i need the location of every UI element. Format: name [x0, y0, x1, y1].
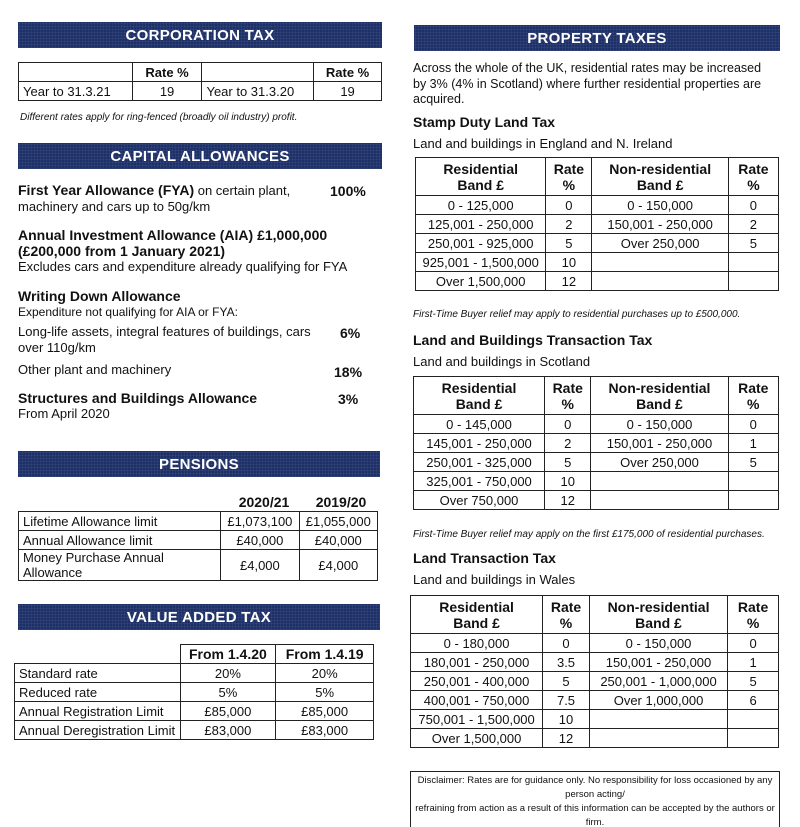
- table-row: [15, 702, 374, 721]
- nonres-rate-header: Rate %: [728, 158, 778, 196]
- res-rate-cell: 5: [546, 234, 592, 253]
- nonres-rate-cell: 2: [728, 215, 778, 234]
- ct-year1-label: Year to 31.3.21: [19, 82, 133, 101]
- res-rate-cell: 5: [543, 672, 590, 691]
- sdlt-heading: Stamp Duty Land Tax: [413, 114, 556, 130]
- table-row: [416, 196, 779, 215]
- nonres-rate-cell: 5: [728, 453, 778, 472]
- res-band-cell: 925,001 - 1,500,000: [416, 253, 546, 272]
- res-rate-header: Rate %: [546, 158, 592, 196]
- vat-row-v2: 5%: [276, 683, 374, 702]
- vat-row-label: Annual Deregistration Limit: [15, 721, 181, 740]
- table-row: [19, 550, 378, 581]
- res-rate-cell: 12: [546, 272, 592, 291]
- ltt-heading: Land Transaction Tax: [413, 550, 556, 566]
- table-row: [411, 634, 779, 653]
- disclaimer: [410, 771, 780, 827]
- res-rate-cell: 10: [545, 472, 591, 491]
- table-row: [416, 215, 779, 234]
- table-row: [414, 415, 779, 434]
- table-header-row: [416, 158, 779, 196]
- aia-heading: Annual Investment Allowance (AIA) £1,000,000: [18, 227, 328, 243]
- nonres-rate-header: Rate %: [728, 596, 779, 634]
- aia-heading2: (£200,000 from 1 January 2021): [18, 243, 226, 259]
- table-header-row: [414, 377, 779, 415]
- vat-title: VALUE ADDED TAX: [126, 608, 272, 626]
- table-row: [414, 434, 779, 453]
- nonres-rate-cell: [728, 710, 779, 729]
- table-row: [416, 272, 779, 291]
- lbtt-sub: Land and buildings in Scotland: [413, 354, 591, 369]
- res-rate-cell: 2: [545, 434, 591, 453]
- ct-rate-header-2: Rate %: [314, 63, 382, 82]
- disclaimer-line2: refraining from action as a result of this information can be accepted by the authors or firm.: [415, 803, 775, 827]
- res-band-cell: Over 1,500,000: [411, 729, 543, 748]
- longlife-text2: over 110g/km: [18, 340, 96, 355]
- nonres-band-header: Non-residential Band £: [591, 377, 728, 415]
- res-band-cell: 750,001 - 1,500,000: [411, 710, 543, 729]
- res-band-cell: Over 1,500,000: [416, 272, 546, 291]
- pensions-table: [18, 511, 378, 581]
- res-rate-cell: 0: [546, 196, 592, 215]
- res-band-cell: 125,001 - 250,000: [416, 215, 546, 234]
- nonres-rate-cell: 1: [728, 434, 778, 453]
- table-row: [19, 512, 378, 531]
- pensions-row-v2: £40,000: [299, 531, 377, 550]
- other-plant-text: Other plant and machinery: [18, 362, 172, 377]
- vat-col1-header: From 1.4.20: [180, 645, 276, 664]
- pensions-row-label: Lifetime Allowance limit: [19, 512, 221, 531]
- property-taxes-title: PROPERTY TAXES: [527, 29, 667, 47]
- wda-heading: Writing Down Allowance: [18, 288, 181, 304]
- lbtt-note: First-Time Buyer relief may apply on the first £175,000 of residential purchases.: [413, 529, 765, 540]
- nonres-rate-cell: 1: [728, 653, 779, 672]
- pensions-row-v2: £4,000: [299, 550, 377, 581]
- ct-year2-label: Year to 31.3.20: [202, 82, 314, 101]
- nonres-band-cell: 150,001 - 250,000: [589, 653, 727, 672]
- pensions-title: PENSIONS: [159, 455, 239, 473]
- res-band-header: Residential Band £: [411, 596, 543, 634]
- nonres-band-cell: Over 250,000: [592, 234, 728, 253]
- res-band-cell: 250,001 - 325,000: [414, 453, 545, 472]
- pensions-col1-header: 2020/21: [238, 494, 290, 510]
- res-rate-cell: 10: [543, 710, 590, 729]
- res-band-header: Residential Band £: [416, 158, 546, 196]
- table-row: [411, 653, 779, 672]
- nonres-band-cell: [589, 729, 727, 748]
- longlife-text: Long-life assets, integral features of buildings, cars: [18, 324, 311, 339]
- pensions-row-v1: £1,073,100: [221, 512, 299, 531]
- res-band-header: Residential Band £: [414, 377, 545, 415]
- vat-row-v1: 20%: [180, 664, 276, 683]
- pensions-row-v1: £4,000: [221, 550, 299, 581]
- sdlt-sub: Land and buildings in England and N. Ireland: [413, 136, 673, 151]
- res-rate-cell: 5: [545, 453, 591, 472]
- nonres-rate-cell: 5: [728, 672, 779, 691]
- table-row: [414, 472, 779, 491]
- ct-year1-rate: 19: [132, 82, 202, 101]
- nonres-rate-cell: 0: [728, 415, 778, 434]
- wda-text: Expenditure not qualifying for AIA or FYA:: [18, 305, 238, 319]
- longlife-rate: 6%: [340, 325, 361, 341]
- res-rate-cell: 3.5: [543, 653, 590, 672]
- lbtt-heading: Land and Buildings Transaction Tax: [413, 332, 653, 348]
- vat-table: [14, 644, 374, 740]
- res-band-cell: 250,001 - 925,000: [416, 234, 546, 253]
- sba-rate: 3%: [338, 391, 359, 407]
- ct-rate-header-1: Rate %: [132, 63, 202, 82]
- capital-allowances-title: CAPITAL ALLOWANCES: [110, 147, 290, 165]
- vat-row-v1: £85,000: [180, 702, 276, 721]
- other-plant-rate: 18%: [334, 364, 363, 380]
- pensions-row-label: Money Purchase Annual Allowance: [19, 550, 221, 581]
- corporation-tax-banner: [18, 22, 382, 48]
- pensions-banner: [18, 451, 380, 477]
- table-row: [414, 491, 779, 510]
- ct-note: Different rates apply for ring-fenced (broadly oil industry) profit.: [20, 112, 298, 123]
- res-band-cell: 180,001 - 250,000: [411, 653, 543, 672]
- disclaimer-line1: Disclaimer: Rates are for guidance only. No responsibility for loss occasioned by any person acting/: [417, 775, 773, 800]
- nonres-rate-cell: 0: [728, 196, 778, 215]
- table-row: [411, 691, 779, 710]
- nonres-rate-cell: [728, 729, 779, 748]
- nonres-band-cell: [592, 253, 728, 272]
- sdlt-table: [415, 157, 779, 291]
- longlife-block: [18, 324, 318, 356]
- nonres-rate-cell: [728, 472, 778, 491]
- sba-heading: Structures and Buildings Allowance: [18, 390, 258, 406]
- res-band-cell: 250,001 - 400,000: [411, 672, 543, 691]
- corporation-tax-table: [18, 62, 382, 101]
- pensions-row-v1: £40,000: [221, 531, 299, 550]
- res-rate-cell: 7.5: [543, 691, 590, 710]
- nonres-band-cell: 0 - 150,000: [591, 415, 728, 434]
- res-rate-cell: 2: [546, 215, 592, 234]
- nonres-rate-cell: 0: [728, 634, 779, 653]
- nonres-rate-cell: 6: [728, 691, 779, 710]
- wda-block: [18, 288, 382, 320]
- nonres-band-header: Non-residential Band £: [589, 596, 727, 634]
- table-row: [416, 234, 779, 253]
- ltt-table: [410, 595, 779, 748]
- res-rate-cell: 0: [545, 415, 591, 434]
- property-taxes-banner: [414, 25, 780, 51]
- nonres-rate-header: Rate %: [728, 377, 778, 415]
- lbtt-table: [413, 376, 779, 510]
- vat-row-label: Reduced rate: [15, 683, 181, 702]
- corporation-tax-title: CORPORATION TAX: [125, 26, 275, 44]
- sba-text: From April 2020: [18, 406, 110, 421]
- pensions-row-v2: £1,055,000: [299, 512, 377, 531]
- res-rate-header: Rate %: [545, 377, 591, 415]
- nonres-band-header: Non-residential Band £: [592, 158, 728, 196]
- vat-col2-header: From 1.4.19: [276, 645, 374, 664]
- fya-text2: machinery and cars up to 50g/km: [18, 199, 211, 214]
- sba-block: [18, 390, 318, 422]
- res-rate-cell: 10: [546, 253, 592, 272]
- fya-text: on certain plant,: [194, 183, 291, 198]
- table-row: [411, 672, 779, 691]
- table-row: [15, 683, 374, 702]
- table-row: [414, 453, 779, 472]
- pensions-row-label: Annual Allowance limit: [19, 531, 221, 550]
- nonres-rate-cell: [728, 272, 778, 291]
- vat-row-label: Annual Registration Limit: [15, 702, 181, 721]
- res-band-cell: 0 - 145,000: [414, 415, 545, 434]
- table-row: [411, 710, 779, 729]
- res-band-cell: 325,001 - 750,000: [414, 472, 545, 491]
- res-band-cell: 0 - 125,000: [416, 196, 546, 215]
- nonres-band-cell: [589, 710, 727, 729]
- res-band-cell: Over 750,000: [414, 491, 545, 510]
- fya-heading: First Year Allowance (FYA): [18, 182, 195, 198]
- nonres-band-cell: 150,001 - 250,000: [591, 434, 728, 453]
- sdlt-note: First-Time Buyer relief may apply to residential purchases up to £500,000.: [413, 309, 741, 320]
- nonres-band-cell: 0 - 150,000: [592, 196, 728, 215]
- nonres-band-cell: Over 250,000: [591, 453, 728, 472]
- vat-row-v2: 20%: [276, 664, 374, 683]
- table-row: [416, 253, 779, 272]
- nonres-band-cell: 150,001 - 250,000: [592, 215, 728, 234]
- vat-row-v2: £85,000: [276, 702, 374, 721]
- nonres-rate-cell: [728, 253, 778, 272]
- table-row: [19, 531, 378, 550]
- fya-rate: 100%: [330, 183, 366, 199]
- table-row: [15, 664, 374, 683]
- vat-row-v2: £83,000: [276, 721, 374, 740]
- res-band-cell: 145,001 - 250,000: [414, 434, 545, 453]
- vat-row-v1: £83,000: [180, 721, 276, 740]
- res-rate-header: Rate %: [543, 596, 590, 634]
- nonres-band-cell: [591, 472, 728, 491]
- res-band-cell: 400,001 - 750,000: [411, 691, 543, 710]
- ltt-sub: Land and buildings in Wales: [413, 572, 576, 587]
- nonres-band-cell: Over 1,000,000: [589, 691, 727, 710]
- fya-block: [18, 182, 318, 215]
- res-band-cell: 0 - 180,000: [411, 634, 543, 653]
- pensions-col2-header: 2019/20: [315, 494, 367, 510]
- nonres-rate-cell: [728, 491, 778, 510]
- table-row: [411, 729, 779, 748]
- table-header-row: [411, 596, 779, 634]
- property-intro: Across the whole of the UK, residential rates may be increased by 3% (4% in Scotland) where further residential properties are acquired.: [413, 61, 762, 106]
- nonres-band-cell: [592, 272, 728, 291]
- res-rate-cell: 12: [543, 729, 590, 748]
- aia-block: [18, 227, 382, 275]
- table-row: [15, 721, 374, 740]
- res-rate-cell: 0: [543, 634, 590, 653]
- vat-row-label: Standard rate: [15, 664, 181, 683]
- nonres-band-cell: 0 - 150,000: [589, 634, 727, 653]
- nonres-band-cell: 250,001 - 1,000,000: [589, 672, 727, 691]
- aia-text: Excludes cars and expenditure already qualifying for FYA: [18, 259, 348, 274]
- capital-allowances-banner: [18, 143, 382, 169]
- nonres-rate-cell: 5: [728, 234, 778, 253]
- res-rate-cell: 12: [545, 491, 591, 510]
- nonres-band-cell: [591, 491, 728, 510]
- vat-row-v1: 5%: [180, 683, 276, 702]
- ct-year2-rate: 19: [314, 82, 382, 101]
- vat-banner: [18, 604, 380, 630]
